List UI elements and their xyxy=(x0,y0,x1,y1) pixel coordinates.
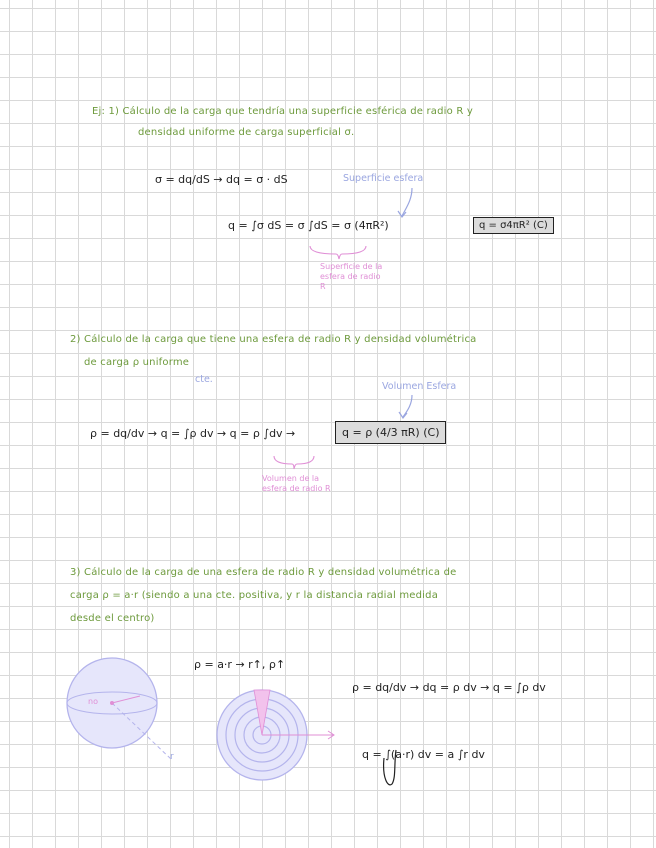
ex3-equation-rho: ρ = a·r → r↑, ρ↑ xyxy=(194,658,286,671)
ex2-note-volume: Volumen Esfera xyxy=(382,381,457,392)
concentric-shells-sketch xyxy=(214,688,344,784)
ex2-statement-line1: 2) Cálculo de la carga que tiene una esfera de radio R y densidad volumétrica xyxy=(70,334,477,345)
ex1-note-sphere-surface: Superficie esfera xyxy=(343,173,424,184)
ex3-statement-line1: 3) Cálculo de la carga de una esfera de radio R y densidad volumétrica de xyxy=(70,567,457,578)
ex1-equation-charge: q = ∫σ dS = σ ∫dS = σ (4πR²) xyxy=(228,219,389,232)
ex3-equation-b: q = ∫(a·r) dv = a ∫r dv xyxy=(362,748,485,761)
ex1-equation-sigma: σ = dq/dS → dq = σ · dS xyxy=(155,173,288,186)
ex2-brace xyxy=(272,454,316,470)
ex3-statement-line3: desde el centro) xyxy=(70,613,155,624)
ex2-statement-line2: de carga ρ uniforme xyxy=(84,357,190,368)
ex2-note-arrow xyxy=(396,394,420,420)
ex3-integral-loop xyxy=(380,744,404,794)
ex1-result-box: q = σ4πR² (C) xyxy=(473,217,554,234)
ex1-note-area: Superficie de la esfera de radio R xyxy=(320,262,383,291)
ex1-statement-line2: densidad uniforme de carga superficial σ. xyxy=(138,127,355,138)
sphere-center-label: no xyxy=(88,697,98,706)
ex2-note-cte: cte. xyxy=(195,374,213,385)
ex2-result-box: q = ρ (4/3 πR) (C) xyxy=(335,421,446,444)
ex2-equation: ρ = dq/dv → q = ∫ρ dv → q = ρ ∫dv → xyxy=(90,427,296,440)
ex1-statement-line1: Ej: 1) Cálculo de la carga que tendría una superficie esférica de radio R y xyxy=(92,106,474,117)
ex3-statement-line2: carga ρ = a·r (siendo a una cte. positiva, y r la distancia radial medida xyxy=(70,590,439,601)
ex1-note-arrow xyxy=(390,186,420,220)
ex2-note-volume-detail: Volumen de la esfera de radio R xyxy=(262,474,331,493)
sphere-sketch xyxy=(62,656,182,766)
ex1-brace xyxy=(308,244,368,260)
sphere-radius-label: r xyxy=(170,752,174,762)
ex3-equation-a: ρ = dq/dv → dq = ρ dv → q = ∫ρ dv xyxy=(352,681,546,694)
